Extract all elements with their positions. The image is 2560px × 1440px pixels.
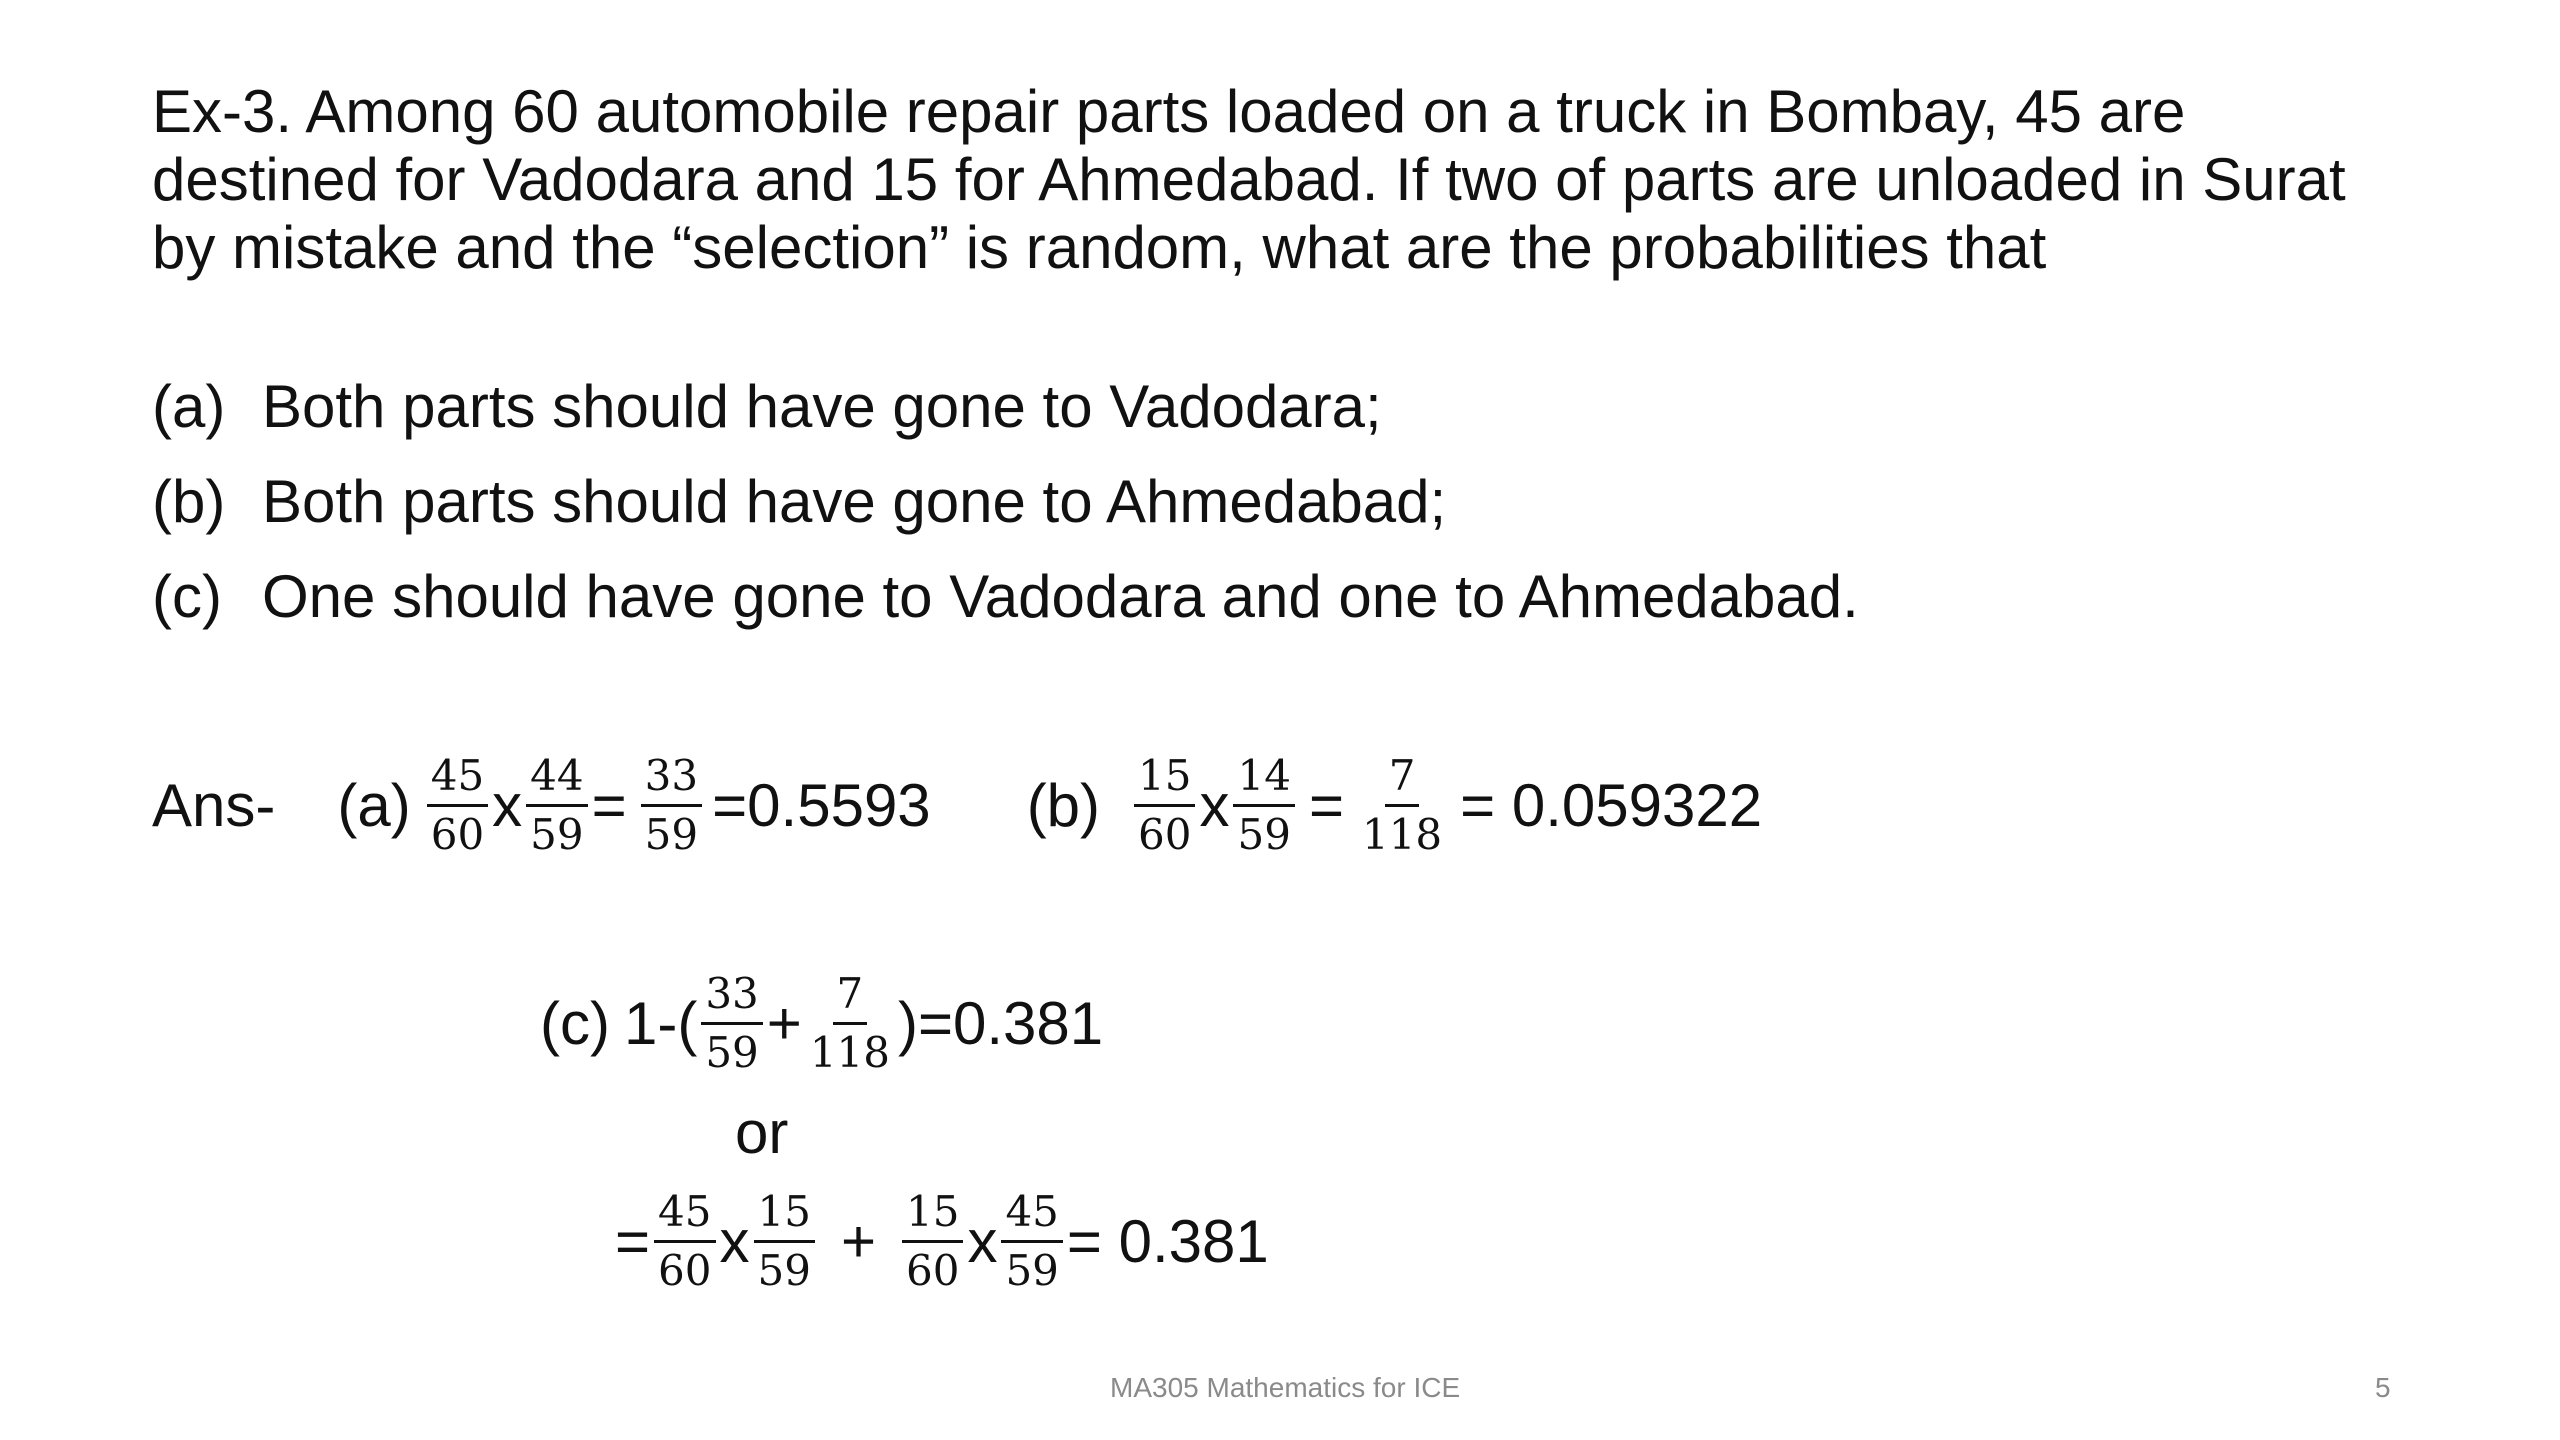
answer-a-marker: (a) [337,772,411,839]
equals-sign: = [591,772,627,839]
equals-sign: = [1308,772,1344,839]
part-text: Both parts should have gone to Ahmedabad; [262,468,1447,535]
fraction: $\frac{15}{59}$ [754,1188,815,1295]
multiply-sign: x [492,772,523,839]
question-part-b [152,467,1859,562]
part-text: One should have gone to Vadodara and one to Ahmedabad. [262,563,1859,630]
plus-sign: + [766,990,802,1057]
answer-c-prefix: 1-( [623,990,698,1057]
question-part-a [152,372,1859,467]
answer-c-alt-result: = 0.381 [1066,1208,1269,1275]
answer-b-result: = 0.059322 [1460,772,1763,839]
fraction: $\frac{33}{59}$ [641,752,702,859]
fraction: $\frac{14}{59}$ [1233,752,1294,859]
or-word: or [735,1099,789,1166]
fraction: $\frac{33}{59}$ [701,970,762,1077]
fraction: $\frac{7}{118}$ [809,969,890,1077]
answer-b-marker: (b) [1026,772,1101,839]
part-marker: (c) [152,563,222,630]
fraction: $\frac{45}{60}$ [654,1188,715,1295]
answer-line-ab [152,752,1762,859]
footer-course: MA305 Mathematics for ICE [1110,1372,1461,1403]
multiply-sign: x [1199,772,1230,839]
answer-line-c [540,970,1103,1077]
question-part-c [152,562,1859,657]
question-parts [152,372,1859,657]
fraction: $\frac{45}{60}$ [427,752,488,859]
part-text: Both parts should have gone to Vadodara; [262,373,1382,440]
answer-c-marker: (c) [540,990,610,1057]
fraction: $\frac{44}{59}$ [526,752,587,859]
part-marker: (a) [152,373,226,440]
answer-label: Ans- [152,772,276,839]
fraction: $\frac{15}{60}$ [902,1188,963,1295]
multiply-sign: x [719,1208,750,1275]
answer-a-result: =0.5593 [712,772,931,839]
answer-line-c-alt [615,1188,1269,1295]
part-marker: (b) [152,468,226,535]
fraction: $\frac{7}{118}$ [1361,751,1443,859]
multiply-sign: x [967,1208,998,1275]
problem-statement: Ex-3. Among 60 automobile repair parts loaded on a truck in Bombay, 45 are destined for Vadodara and 15 for Ahmedabad. If two of parts are unloaded in Surat by mistake and the “selection” is random, what are the probabilities that [152,78,2346,281]
plus-sign: + [840,1208,876,1275]
answer-c-result: )=0.381 [897,990,1104,1057]
fraction: $\frac{45}{59}$ [1001,1188,1062,1295]
fraction: $\frac{15}{60}$ [1134,752,1195,859]
equals-sign: = [615,1208,651,1275]
page-number: 5 [2375,1372,2391,1403]
